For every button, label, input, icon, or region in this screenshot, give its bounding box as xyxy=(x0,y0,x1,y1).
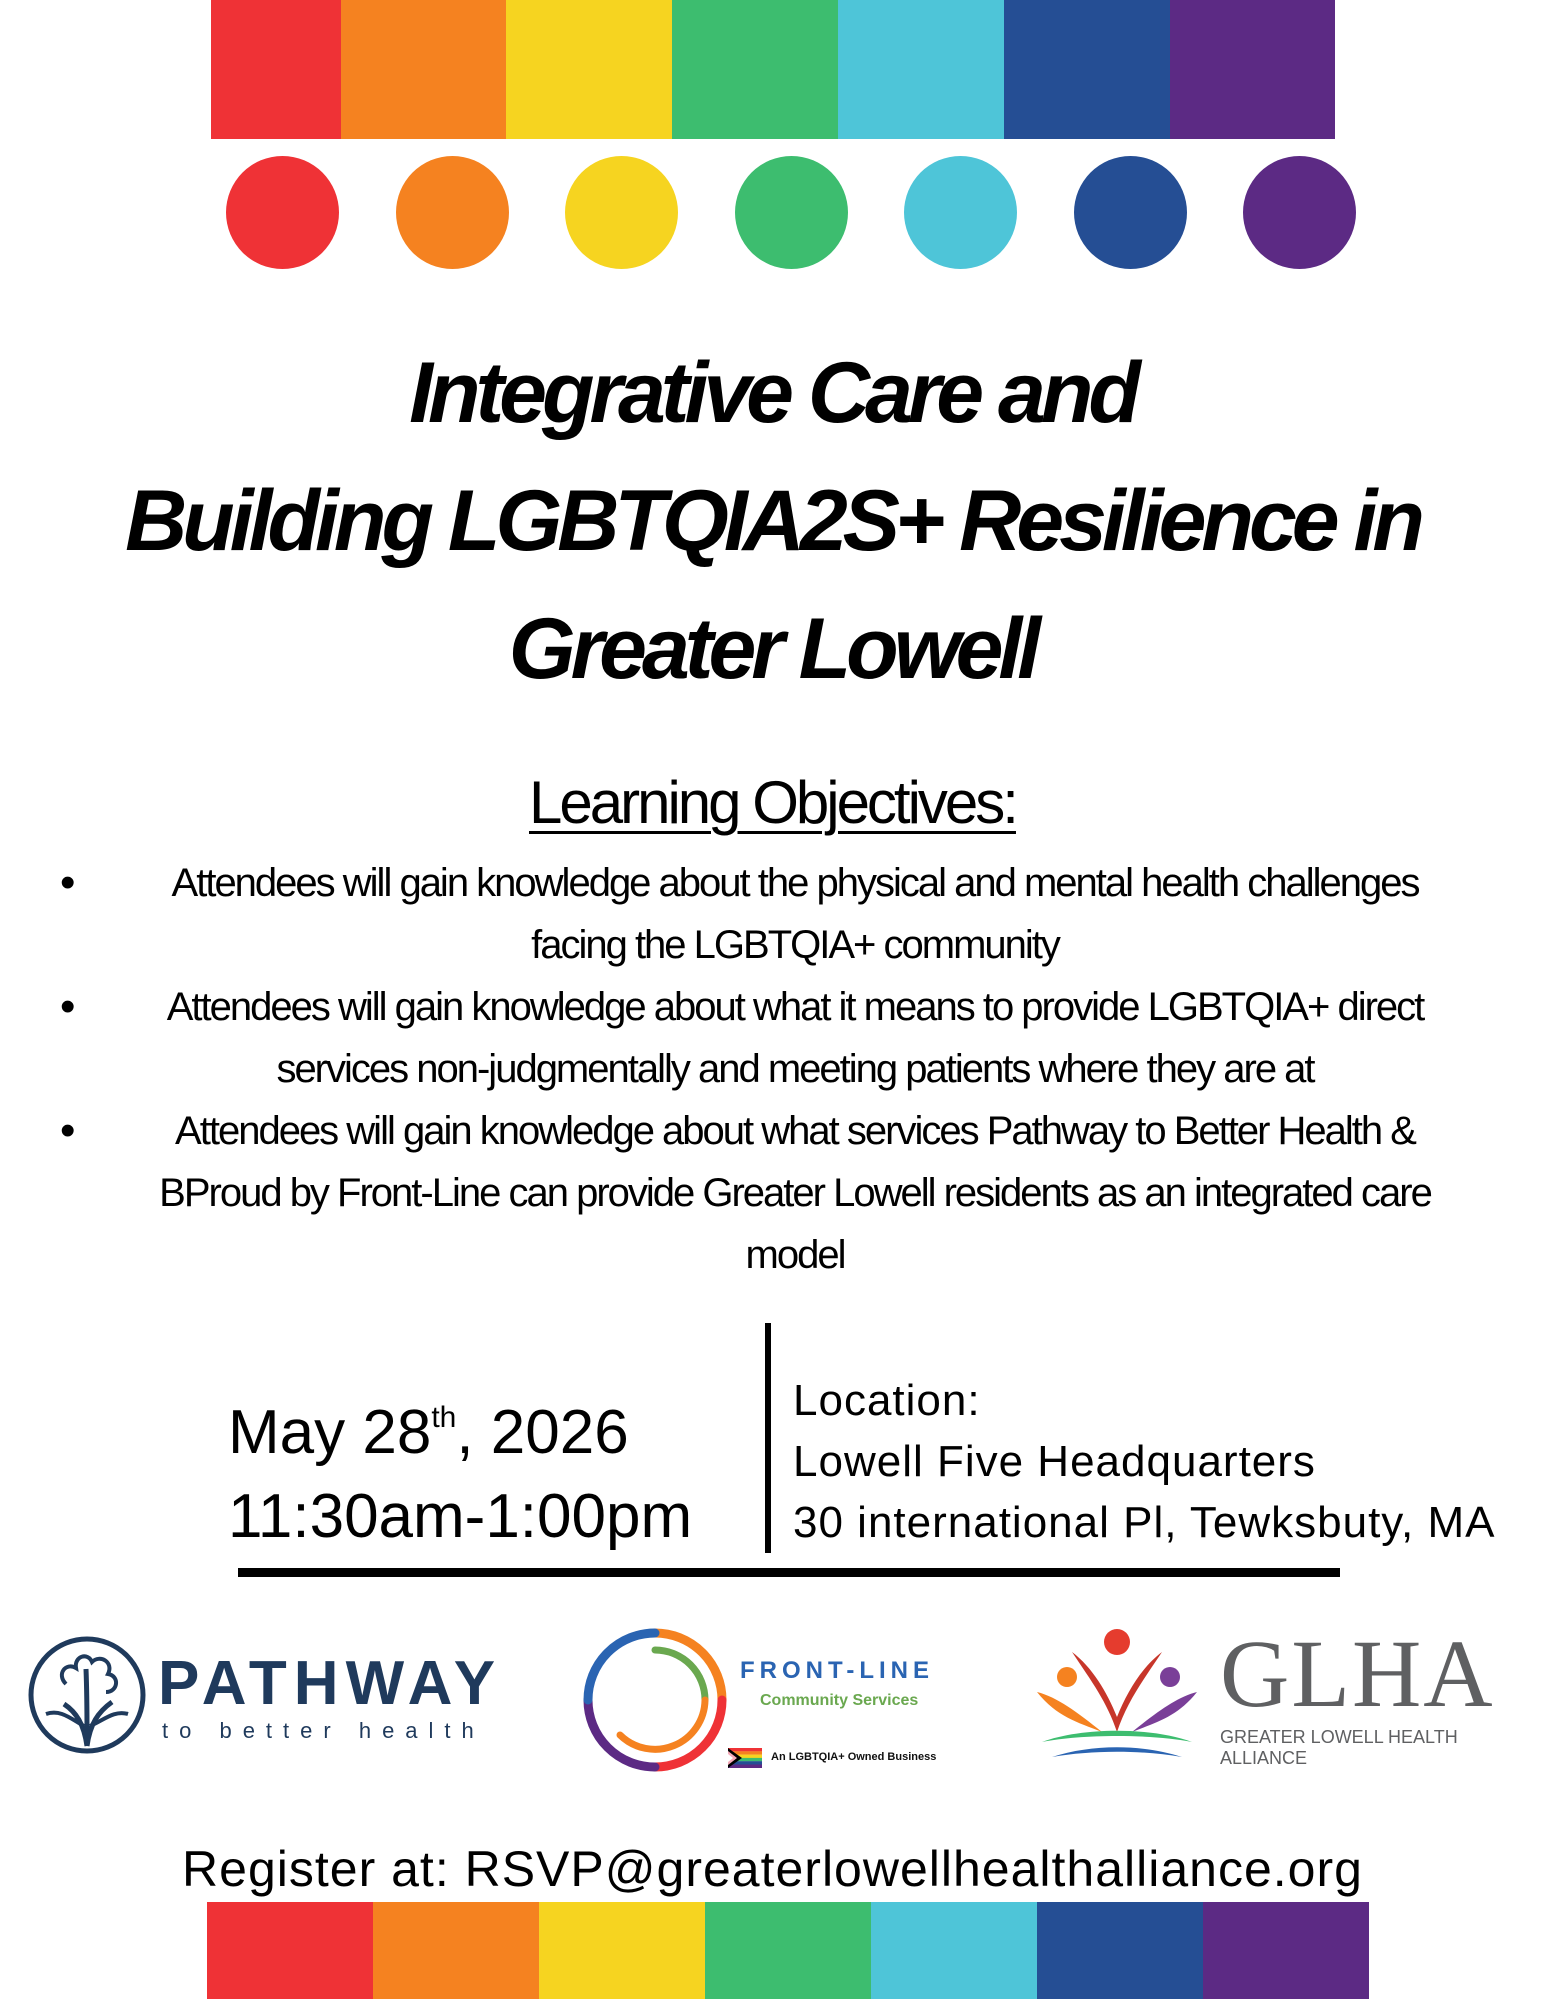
location-label: Location: xyxy=(793,1376,981,1425)
stripe-red xyxy=(207,1902,373,1999)
dot-orange xyxy=(396,156,509,269)
location-name: Lowell Five Headquarters xyxy=(793,1437,1316,1486)
dot-purple xyxy=(1243,156,1356,269)
glha-subtitle: GREATER LOWELL HEALTH ALLIANCE xyxy=(1220,1727,1458,1768)
objectives-list xyxy=(60,852,1480,1286)
stripe-green xyxy=(672,0,838,139)
glha-people-icon xyxy=(1032,1622,1202,1772)
event-datetime xyxy=(228,1376,692,1559)
dot-yellow xyxy=(565,156,678,269)
event-time: 11:30am-1:00pm xyxy=(228,1482,693,1551)
date-year: , 2026 xyxy=(456,1398,629,1467)
stripe-purple xyxy=(1203,1902,1369,1999)
frontline-subtitle: Community Services xyxy=(760,1692,919,1709)
objective-item: • Attendees will gain knowledge about what services Pathway to Better Health & BProud by Front-Line can provide Greater Lowell residents as an integrated care model xyxy=(60,1100,1480,1286)
stripe-blue xyxy=(1004,0,1170,139)
location-address: 30 international Pl, Tewksbuty, MA xyxy=(793,1498,1496,1547)
stripe-orange xyxy=(373,1902,539,1999)
stripe-blue xyxy=(1037,1902,1203,1999)
objective-item: • Attendees will gain knowledge about what it means to provide LGBTQIA+ direct services non-judgmentally and meeting patients where they are at xyxy=(60,976,1480,1100)
stripe-green xyxy=(705,1902,871,1999)
pathway-tree-icon xyxy=(26,1634,148,1756)
progress-pride-flag-icon xyxy=(728,1748,762,1768)
dot-green xyxy=(735,156,848,269)
objectives-heading: Learning Objectives: xyxy=(529,769,1016,836)
bottom-rainbow-stripe xyxy=(207,1902,1369,1999)
frontline-swirl-icon xyxy=(580,1625,730,1775)
dot-blue xyxy=(1074,156,1187,269)
stripe-orange xyxy=(341,0,506,139)
glha-name: GLHA xyxy=(1220,1620,1495,1727)
objective-item: • Attendees will gain knowledge about the physical and mental health challenges facing the LGBTQIA+ community xyxy=(60,852,1480,976)
stripe-yellow xyxy=(539,1902,705,1999)
event-location xyxy=(793,1370,1496,1553)
stripe-purple xyxy=(1170,0,1335,139)
dot-cyan xyxy=(904,156,1017,269)
title-line-2: Building LGBTQIA2S+ Resilience in xyxy=(125,473,1420,569)
event-date xyxy=(228,1376,692,1475)
frontline-note: An LGBTQIA+ Owned Business xyxy=(771,1751,937,1763)
horizontal-divider xyxy=(238,1568,1340,1577)
stripe-red xyxy=(211,0,341,139)
title-line-1: Integrative Care and xyxy=(409,345,1136,441)
stripe-cyan xyxy=(871,1902,1037,1999)
pathway-tagline: to better health xyxy=(162,1718,485,1743)
stripe-yellow xyxy=(506,0,672,139)
stripe-cyan xyxy=(838,0,1004,139)
frontline-name: FRONT-LINE xyxy=(740,1657,934,1684)
rainbow-dots xyxy=(226,156,1356,271)
pathway-name: PATHWAY xyxy=(158,1649,503,1718)
vertical-divider xyxy=(765,1323,771,1553)
date-prefix: May 28 xyxy=(228,1398,432,1467)
top-rainbow-stripe xyxy=(211,0,1373,139)
date-ordinal: th xyxy=(431,1401,457,1434)
dot-red xyxy=(226,156,339,269)
title-line-3: Greater Lowell xyxy=(508,601,1037,697)
register-line[interactable]: Register at: RSVP@greaterlowellhealthalliance.org xyxy=(182,1841,1363,1897)
